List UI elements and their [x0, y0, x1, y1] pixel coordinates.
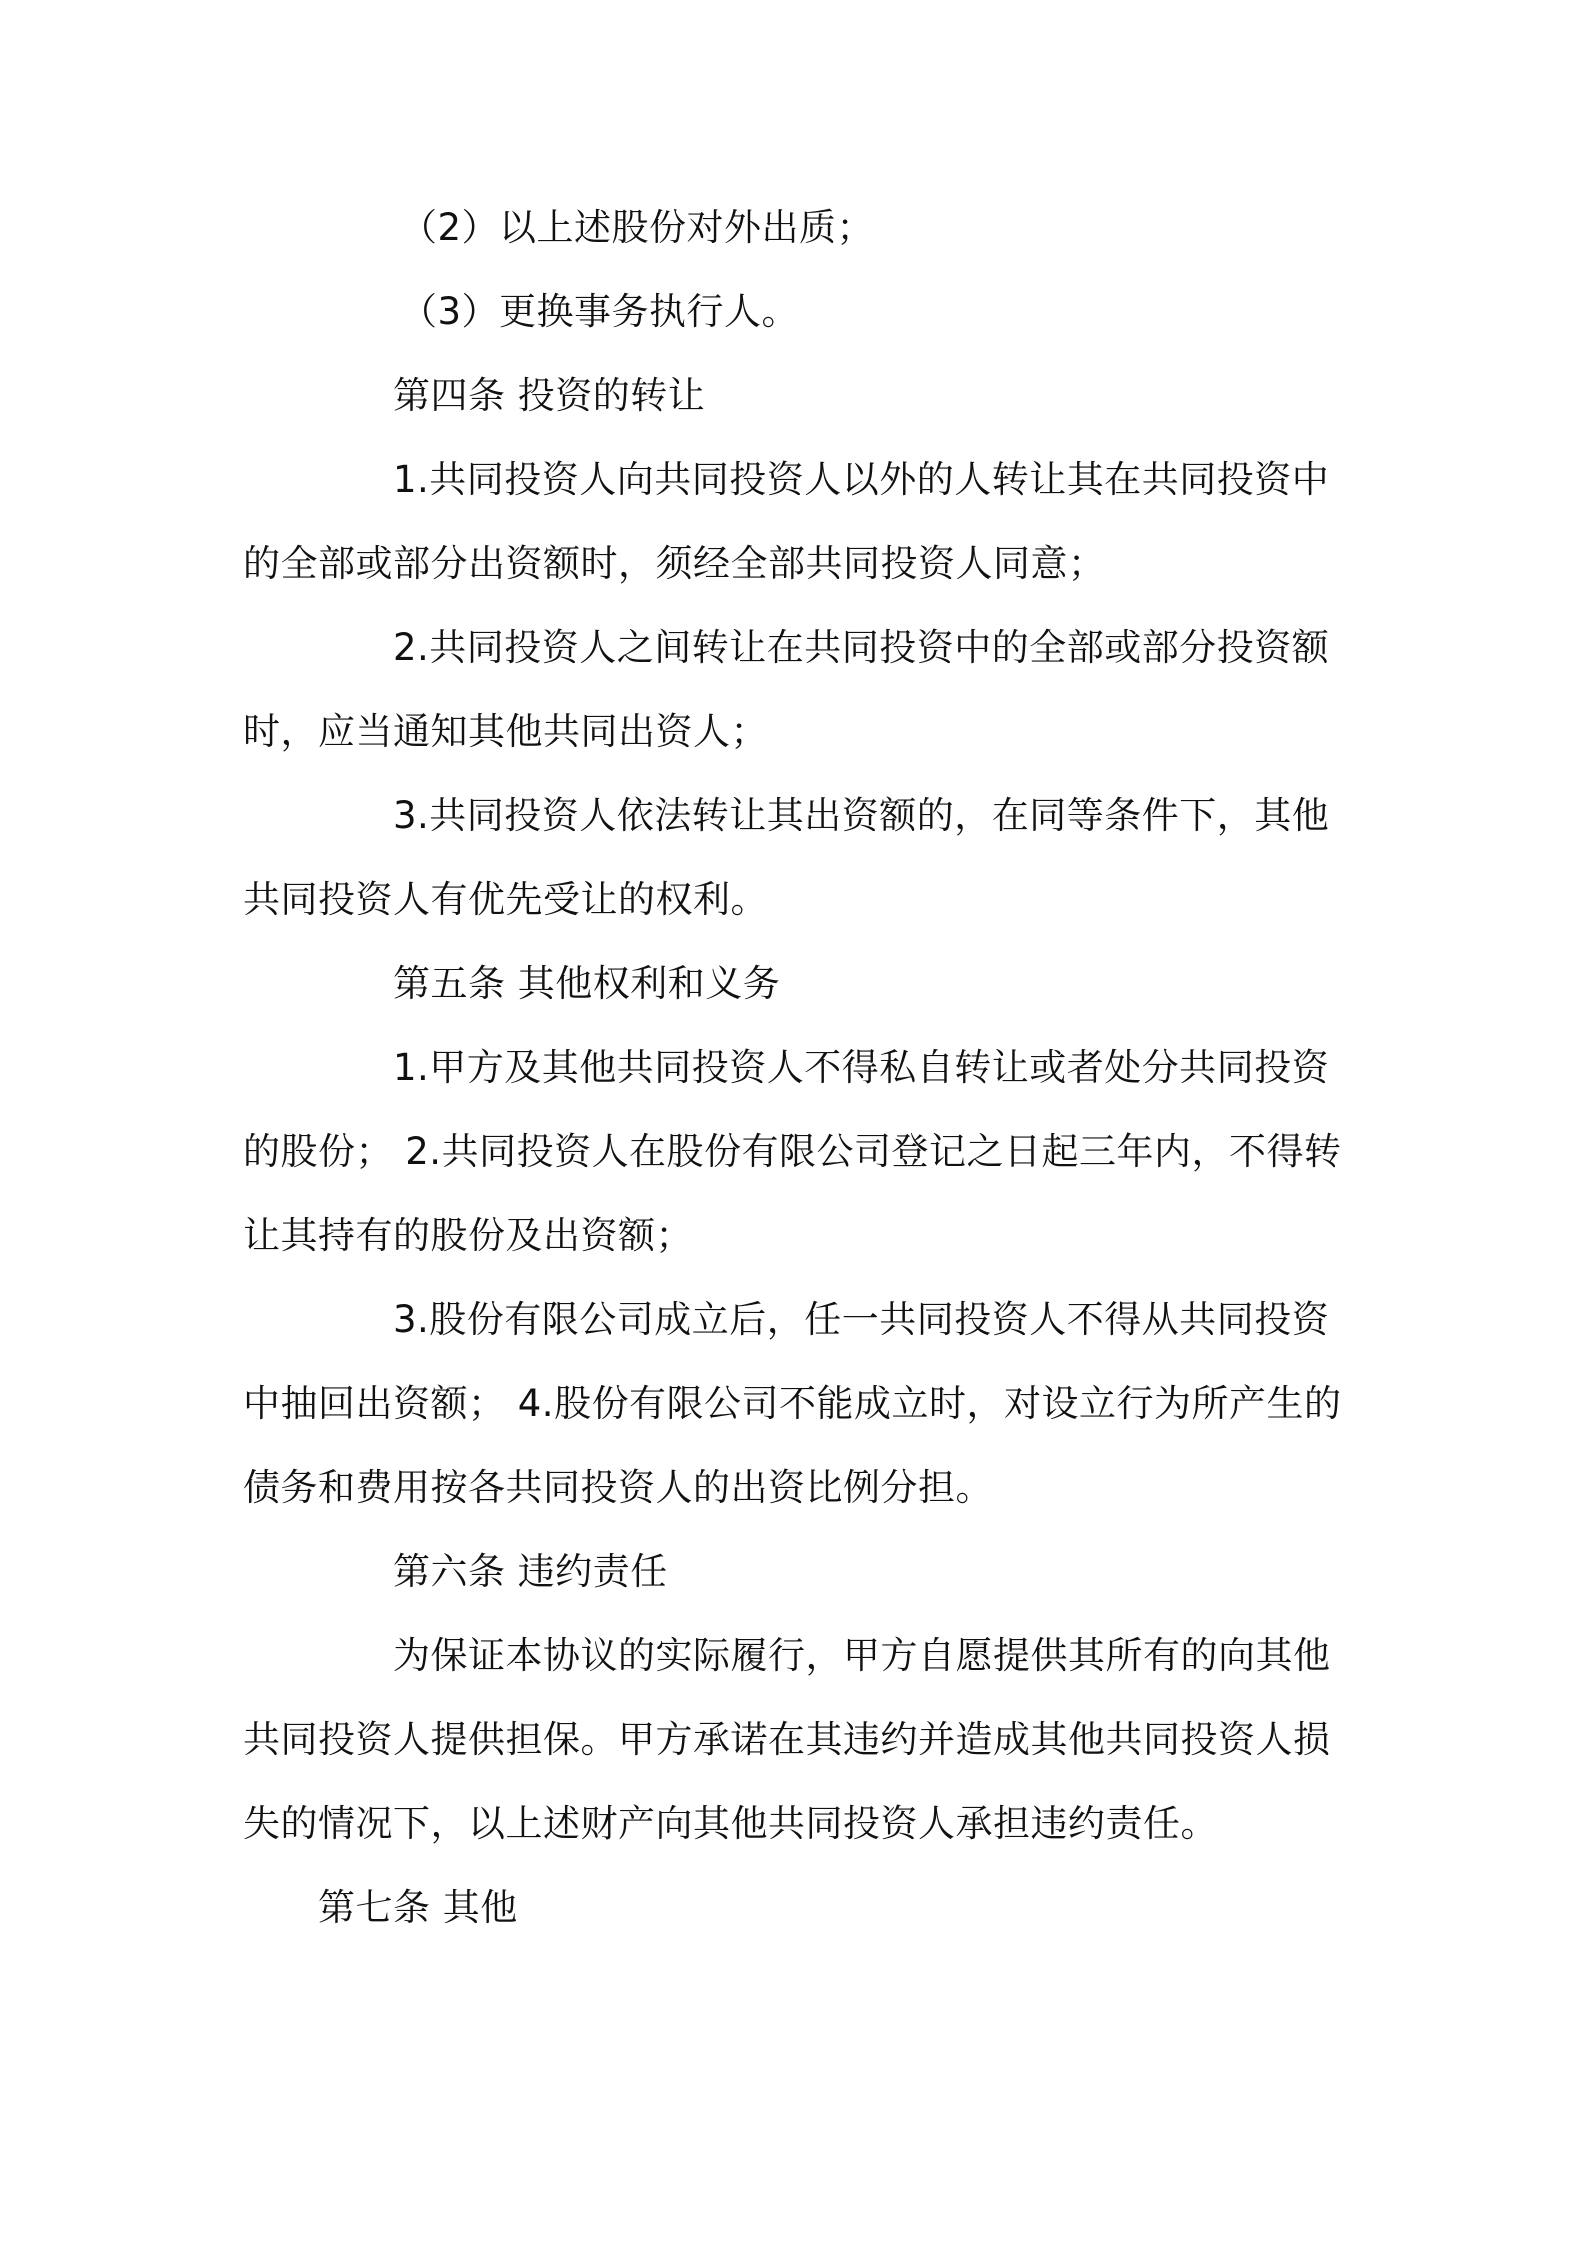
- text-line: 1.共同投资人向共同投资人以外的人转让其在共同投资中: [393, 458, 1330, 501]
- text-line: 中抽回出资额； 4.股份有限公司不能成立时，对设立行为所产生的: [243, 1382, 1342, 1425]
- text-line: 的股份； 2.共同投资人在股份有限公司登记之日起三年内，不得转: [243, 1130, 1342, 1173]
- section-heading: 第六条 违约责任: [393, 1550, 668, 1593]
- text-line: 为保证本协议的实际履行，甲方自愿提供其所有的向其他: [393, 1634, 1331, 1677]
- text-line: 2.共同投资人之间转让在共同投资中的全部或部分投资额: [393, 626, 1330, 669]
- section-heading: 第五条 其他权利和义务: [393, 962, 781, 1005]
- text-line: 失的情况下，以上述财产向其他共同投资人承担违约责任。: [243, 1802, 1218, 1845]
- section-heading: 第四条 投资的转让: [393, 374, 706, 417]
- text-line: 时，应当通知其他共同出资人；: [243, 710, 768, 753]
- text-line: 3.共同投资人依法转让其出资额的，在同等条件下，其他: [393, 794, 1330, 837]
- text-line: （3）更换事务执行人。: [400, 290, 800, 333]
- text-line: 共同投资人有优先受让的权利。: [243, 878, 768, 921]
- text-line: 债务和费用按各共同投资人的出资比例分担。: [243, 1466, 993, 1509]
- text-line: 3.股份有限公司成立后，任一共同投资人不得从共同投资: [393, 1298, 1330, 1341]
- text-line: 的全部或部分出资额时，须经全部共同投资人同意；: [243, 542, 1106, 585]
- text-line: 让其持有的股份及出资额；: [243, 1214, 693, 1257]
- text-line: （2）以上述股份对外出质；: [400, 206, 875, 249]
- text-line: 1.甲方及其他共同投资人不得私自转让或者处分共同投资: [393, 1046, 1330, 1089]
- text-line: 共同投资人提供担保。甲方承诺在其违约并造成其他共同投资人损: [243, 1718, 1331, 1761]
- section-heading: 第七条 其他: [318, 1886, 518, 1929]
